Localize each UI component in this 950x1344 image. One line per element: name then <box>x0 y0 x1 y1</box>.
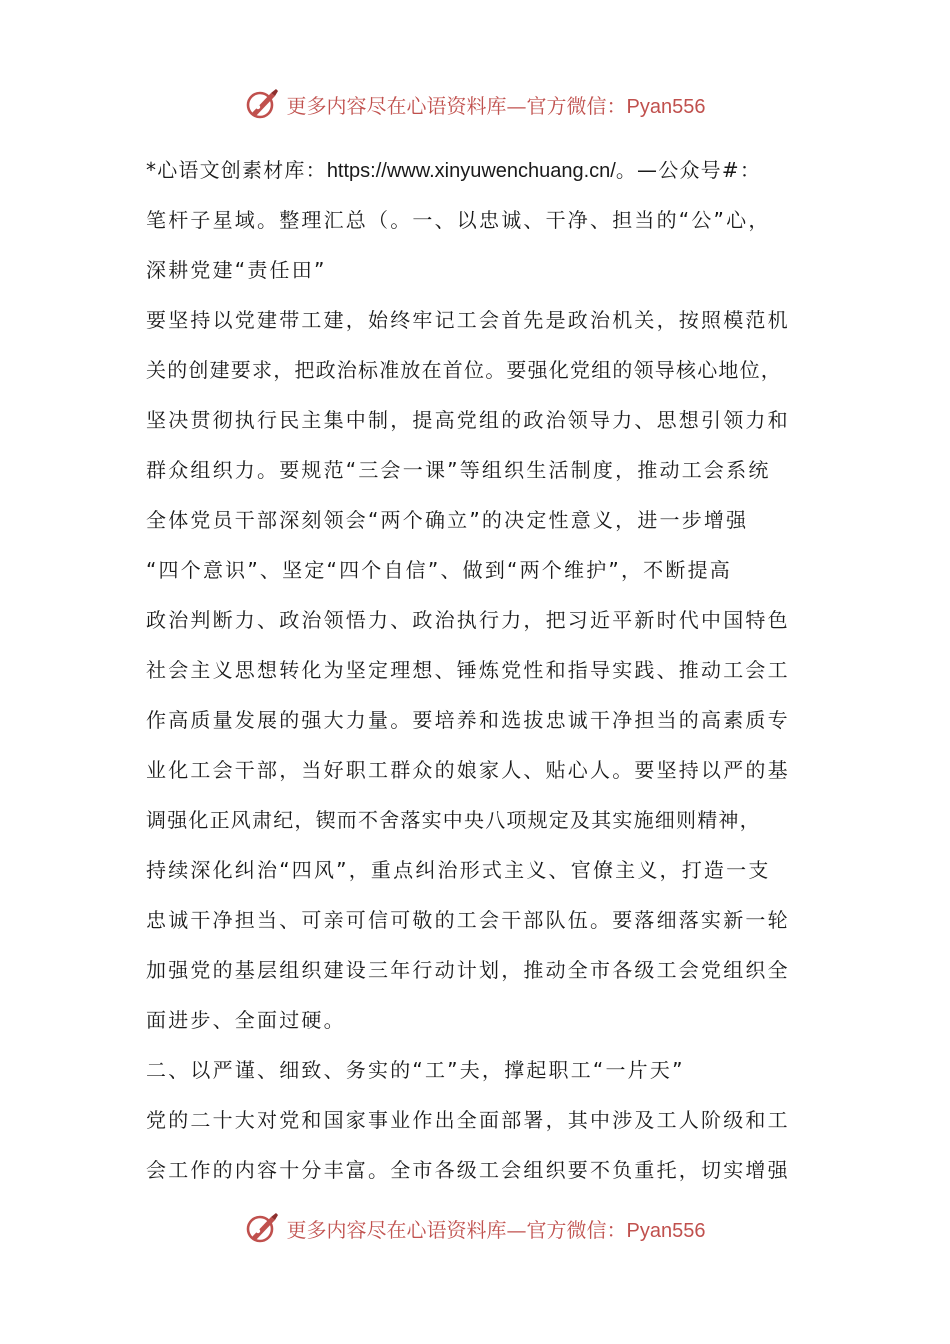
text-line: 党的二十大对党和国家事业作出全面部署，其中涉及工人阶级和工 <box>146 1108 790 1132</box>
text-line: 调强化正风肃纪，锲而不舍落实中央八项规定及其实施细则精神， <box>146 808 761 832</box>
section-heading-1: 深耕党建“责任田” <box>146 258 327 282</box>
watermark-text: 更多内容尽在心语资料库—官方微信：Pyan556 <box>286 93 706 118</box>
text-line: 社会主义思想转化为坚定理想、锤炼党性和指导实践、推动工会工 <box>146 658 790 682</box>
pen-logo-icon <box>245 1211 279 1245</box>
section-heading-2: 二、以严谨、细致、务实的“工”夫，撑起职工“一片天” <box>146 1058 685 1082</box>
source-url: https://www.xinyuwenchuang.cn/ <box>326 160 616 182</box>
text-line: 关的创建要求，把政治标准放在首位。要强化党组的领导核心地位， <box>146 358 782 382</box>
header-watermark <box>0 84 950 124</box>
source-line <box>146 145 814 195</box>
watermark-handle: Pyan556 <box>626 1219 706 1242</box>
text-line: 业化工会干部，当好职工群众的娘家人、贴心人。要坚持以严的基 <box>146 758 790 782</box>
text-line: 群众组织力。要规范“三会一课”等组织生活制度，推动工会系统 <box>146 458 771 482</box>
footer-watermark <box>0 1208 950 1248</box>
text-line: 要坚持以党建带工建，始终牢记工会首先是政治机关，按照模范机 <box>146 308 790 332</box>
text-line: “四个意识”、坚定“四个自信”、做到“两个维护”，不断提高 <box>146 558 732 582</box>
text-line: 笔杆子星域。整理汇总（。一、以忠诚、干净、担当的“公”心， <box>146 208 771 232</box>
source-suffix: 。—公众号#： <box>615 158 762 182</box>
source-label: *心语文创素材库： <box>146 158 327 182</box>
text-line: 会工作的内容十分丰富。全市各级工会组织要不负重托，切实增强 <box>146 1158 790 1182</box>
watermark-text: 更多内容尽在心语资料库—官方微信：Pyan556 <box>286 1217 706 1242</box>
text-line: 坚决贯彻执行民主集中制，提高党组的政治领导力、思想引领力和 <box>146 408 790 432</box>
text-line: 面进步、全面过硬。 <box>146 1008 346 1032</box>
text-line: 加强党的基层组织建设三年行动计划，推动全市各级工会党组织全 <box>146 958 790 982</box>
text-line: 政治判断力、政治领悟力、政治执行力，把习近平新时代中国特色 <box>146 608 790 632</box>
text-line: 忠诚干净担当、可亲可信可敬的工会干部队伍。要落细落实新一轮 <box>146 908 790 932</box>
text-line: 全体党员干部深刻领会“两个确立”的决定性意义，进一步增强 <box>146 508 749 532</box>
watermark-handle: Pyan556 <box>626 95 706 118</box>
text-line: 持续深化纠治“四风”，重点纠治形式主义、官僚主义，打造一支 <box>146 858 771 882</box>
text-line: 作高质量发展的强大力量。要培养和选拔忠诚干净担当的高素质专 <box>146 708 790 732</box>
document-body <box>146 145 814 1195</box>
pen-logo-icon <box>245 87 279 121</box>
